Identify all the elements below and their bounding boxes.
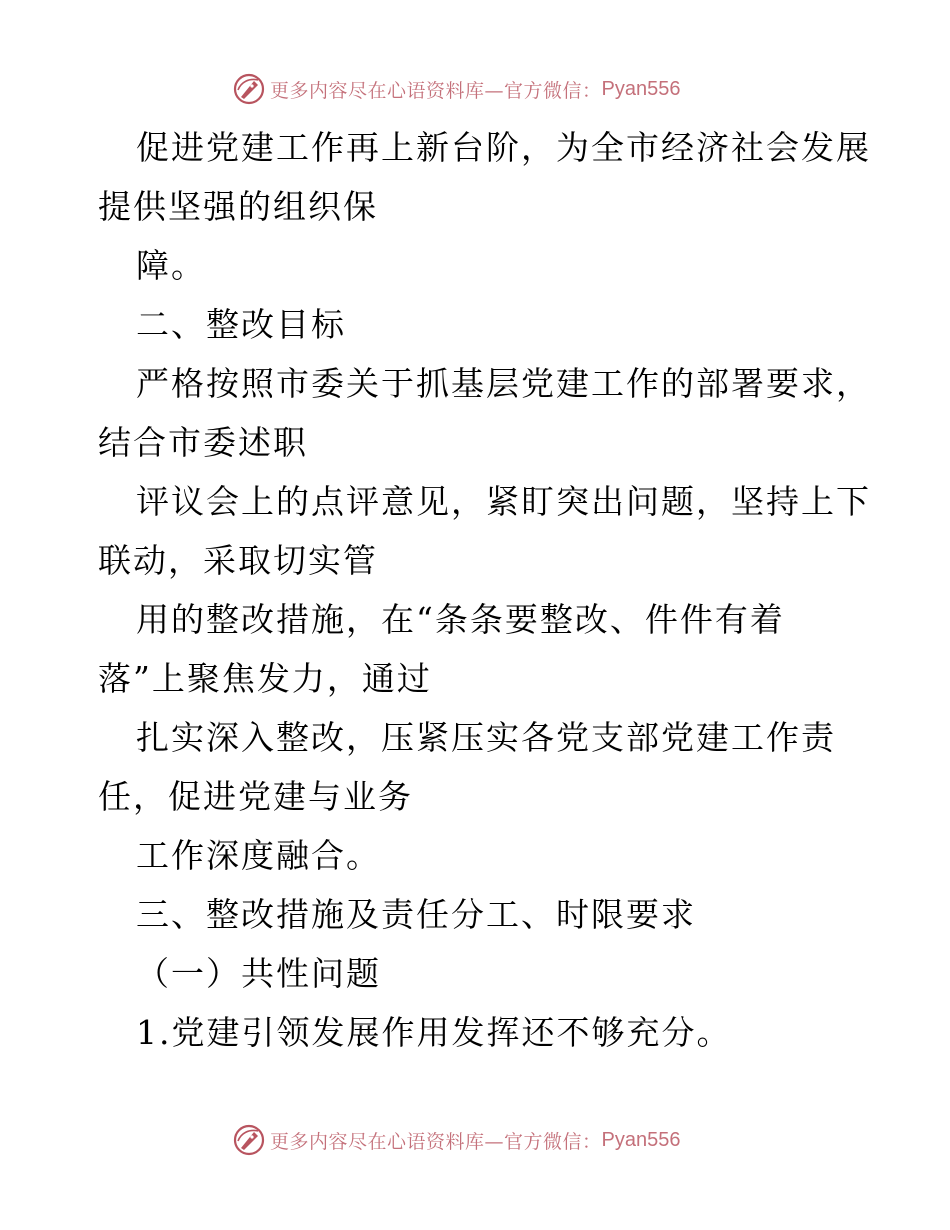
subsection-heading: （一）共性问题	[136, 954, 381, 993]
body-line: 联动，采取切实管	[98, 541, 378, 580]
pen-nib-logo-icon	[232, 1123, 266, 1157]
body-line: 提供坚强的组织保	[98, 187, 378, 226]
section-heading: 三、整改措施及责任分工、时限要求	[136, 895, 696, 934]
section-heading: 二、整改目标	[136, 305, 346, 344]
document-body	[98, 118, 871, 1062]
body-line: 扎实深入整改，压紧压实各党支部党建工作责	[136, 718, 836, 757]
watermark-text: 更多内容尽在心语资料库—官方微信：	[270, 79, 602, 102]
pen-nib-logo-icon	[232, 72, 266, 106]
body-line: 结合市委述职	[98, 423, 308, 462]
watermark-wechat-id: Pyan556	[601, 1128, 681, 1151]
watermark-text: 更多内容尽在心语资料库—官方微信：	[270, 1130, 602, 1153]
body-line: 用的整改措施，在“条条要整改、件件有着	[136, 600, 785, 639]
watermark-wechat-id: Pyan556	[601, 77, 681, 100]
body-line: 评议会上的点评意见，紧盯突出问题，坚持上下	[136, 482, 871, 521]
numbered-item: 1.党建引领发展作用发挥还不够充分。	[136, 1013, 732, 1052]
body-line: 严格按照市委关于抓基层党建工作的部署要求，	[136, 364, 871, 403]
footer-watermark	[232, 1122, 680, 1158]
body-line: 障。	[136, 246, 206, 285]
body-line: 任，促进党建与业务	[98, 777, 413, 816]
body-line: 促进党建工作再上新台阶，为全市经济社会发展	[136, 128, 871, 167]
body-line: 落”上聚焦发力，通过	[98, 659, 432, 698]
body-line: 工作深度融合。	[136, 836, 381, 875]
header-watermark	[232, 71, 680, 107]
